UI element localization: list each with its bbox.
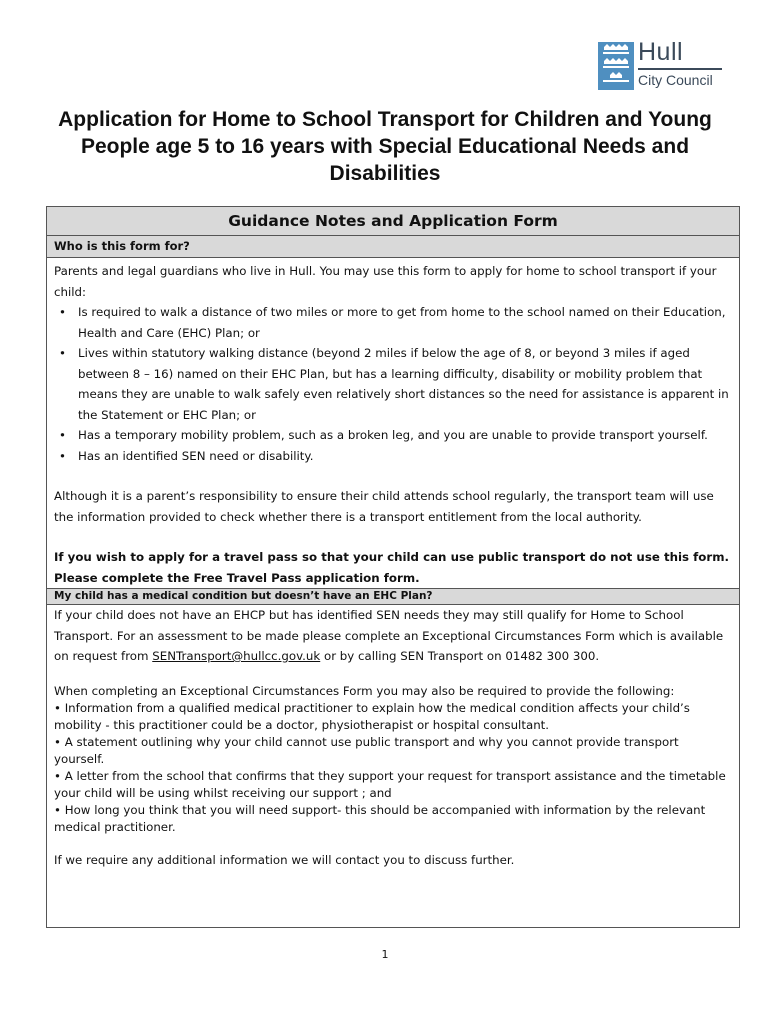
list-item: • Is required to walk a distance of two miles or more to get from home to the school named on their Education, Health and Care (EHC) Plan; or xyxy=(54,302,732,343)
intro-paragraph: Parents and legal guardians who live in Hull. You may use this form to apply for home to school transport if your child: xyxy=(54,264,717,299)
logo-subtitle: City Council xyxy=(638,72,713,88)
requirement-item: • How long you think that you will need support- this should be accompanied with information by the relevant medical practitioner. xyxy=(54,802,706,834)
list-item: • Has an identified SEN need or disability. xyxy=(54,446,732,467)
closing-paragraph: If we require any additional information we will contact you to discuss further. xyxy=(54,852,515,867)
crest-icon xyxy=(598,42,634,90)
document-title: Application for Home to School Transport for Children and Young People age 5 to 16 years with Special Educational Needs and Disabilities xyxy=(58,108,712,185)
travel-pass-note: If you wish to apply for a travel pass so that your child can use public transport do not use this form. Please complete the Free Travel Pass application form. xyxy=(54,550,729,585)
section-medical-body xyxy=(47,605,739,869)
form-header: Guidance Notes and Application Form xyxy=(47,207,739,236)
ehcp-text-before: If your child does not have an EHCP but has identified SEN needs they may still qualify for Home to School Transport. For an assessment to be made please complete an Exceptional Circumstances Form which is available on request from xyxy=(54,608,724,663)
responsibility-paragraph: Although it is a parent’s responsibility to ensure their child attends school regularly, the transport team will use the information provided to check whether there is a transport entitlement from the local authority. xyxy=(54,489,714,524)
section-heading-medical: My child has a medical condition but doesn’t have an EHC Plan? xyxy=(47,588,739,605)
list-item: • Lives within statutory walking distance (beyond 2 miles if below the age of 8, or beyond 3 miles if aged between 8 – 16) named on their EHC Plan, but has a learning difficulty, disability or mobility problem that means they are unable to walk safely even relatively short distances so the need for assistance is apparent in the Statement or EHC Plan; or xyxy=(54,343,732,425)
list-item: • Has a temporary mobility problem, such as a broken leg, and you are unable to provide transport yourself. xyxy=(54,425,732,446)
guidance-form xyxy=(46,206,740,928)
section-heading-who: Who is this form for? xyxy=(47,236,739,258)
page-number: 1 xyxy=(381,948,389,961)
ehcp-text-after: or by calling SEN Transport on 01482 300 300. xyxy=(320,649,600,663)
eligibility-list xyxy=(54,302,732,466)
email-link[interactable]: SENTransport@hullcc.gov.uk xyxy=(152,649,321,663)
logo-divider xyxy=(638,68,722,70)
requirement-item: • A statement outlining why your child cannot use public transport and why you cannot provide transport yourself. xyxy=(54,734,679,766)
requirement-item: • Information from a qualified medical practitioner to explain how the medical condition affects your child’s mobility - this practitioner could be a doctor, physiotherapist or hospital consultant. xyxy=(54,700,690,732)
requirement-item: • A letter from the school that confirms that they support your request for transport assistance and the timetable your child will be using whilst receiving our support ; and xyxy=(54,768,726,800)
requirements-intro: When completing an Exceptional Circumstances Form you may also be required to provide the following: xyxy=(54,683,675,698)
council-logo xyxy=(598,38,728,92)
section-who-body xyxy=(47,261,739,588)
ehcp-paragraph xyxy=(54,605,732,667)
logo-name: Hull xyxy=(638,38,684,66)
